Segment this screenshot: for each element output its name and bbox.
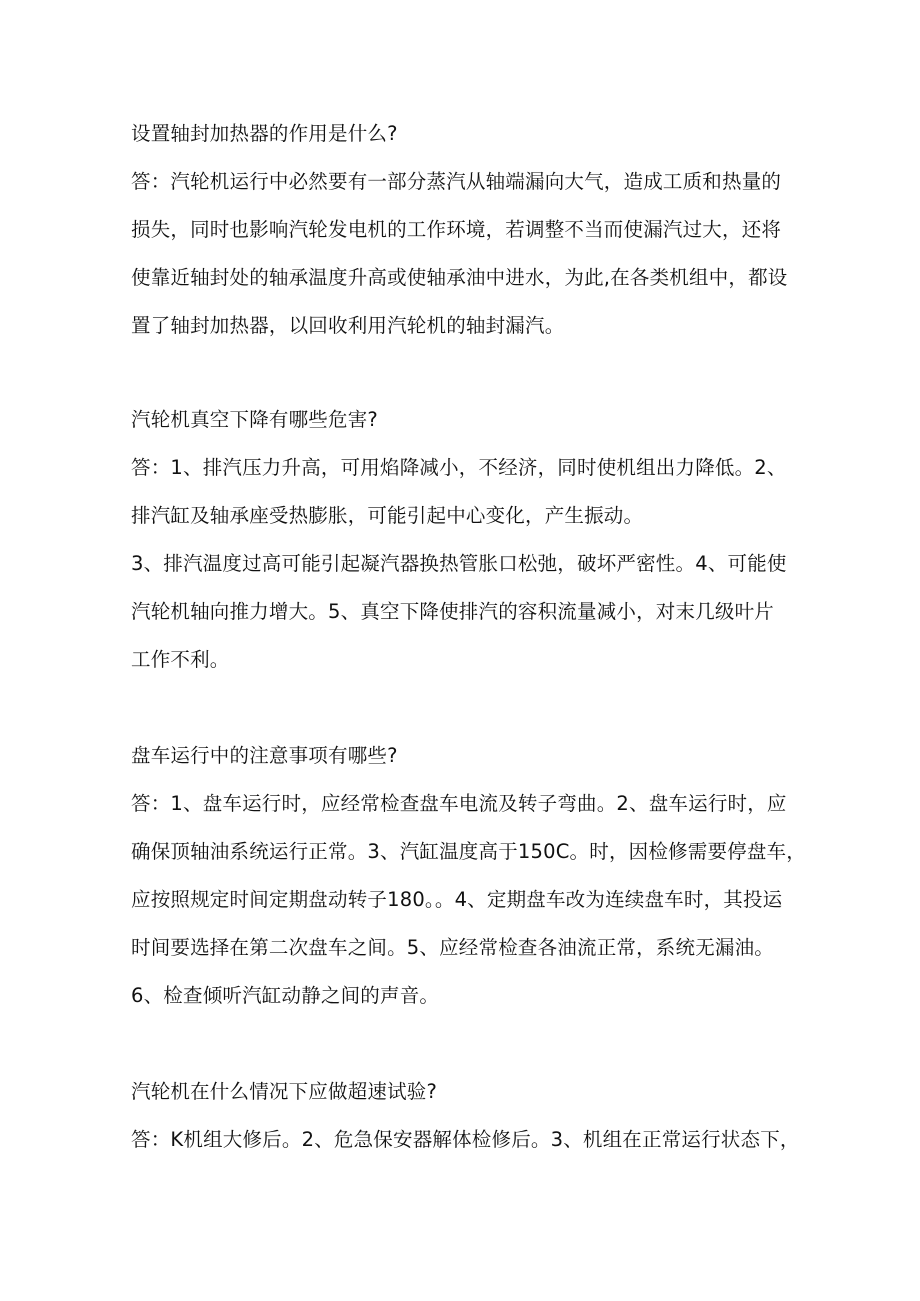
answer-line: 汽轮机轴向推力增大。5、真空下降使排汽的容积流量减小，对末几级叶片 [131, 600, 775, 623]
qa-section [131, 396, 801, 684]
question-heading: 汽轮机在什么情况下应做超速试验? [131, 1080, 438, 1103]
question-heading: 汽轮机真空下降有哪些危害? [131, 408, 378, 431]
answer-line: 置了轴封加热器，以回收利用汽轮机的轴封漏汽。 [131, 314, 565, 337]
answer-line: 损失，同时也影响汽轮发电机的工作环境，若调整不当而使漏汽过大，还将 [131, 218, 782, 241]
answer-line: 时间要选择在第二次盘车之间。5、应经常检查各油流正常，系统无漏油。 [131, 936, 775, 959]
question-heading: 盘车运行中的注意事项有哪些? [131, 744, 398, 767]
answer-line: 排汽缸及轴承座受热膨胀，可能引起中心变化，产生振动。 [131, 504, 644, 527]
qa-section [131, 732, 806, 1020]
answer-line: 答：1、排汽压力升高，可用焰降减小，不经济，同时使机组出力降低。2、 [131, 456, 787, 479]
qa-section [131, 110, 801, 350]
answer-line: 答：汽轮机运行中必然要有一部分蒸汽从轴端漏向大气，造成工质和热量的 [131, 170, 782, 193]
answer-line: 6、检查倾听汽缸动静之间的声音。 [131, 984, 440, 1007]
answer-line: 应按照规定时间定期盘动转子180。。4、定期盘车改为连续盘车时，其投运 [131, 888, 783, 911]
answer-line: 确保顶轴油系统运行正常。3、汽缸温度高于150C。时，因检修需要停盘车， [131, 840, 806, 863]
answer-line: 答：K机组大修后。2、危急保安器解体检修后。3、机组在正常运行状态下， [131, 1128, 800, 1151]
answer-line: 3、排汽温度过高可能引起凝汽器换热管胀口松弛，破坏严密性。4、可能使 [131, 552, 787, 575]
answer-line: 答：1、盘车运行时，应经常检查盘车电流及转子弯曲。2、盘车运行时，应 [131, 792, 787, 815]
answer-line: 使靠近轴封处的轴承温度升高或使轴承油中进水，为此,在各类机组中，都设 [131, 266, 788, 289]
answer-line: 工作不利。 [131, 648, 230, 671]
qa-section [131, 1068, 801, 1164]
question-heading: 设置轴封加热器的作用是什么? [131, 122, 398, 145]
